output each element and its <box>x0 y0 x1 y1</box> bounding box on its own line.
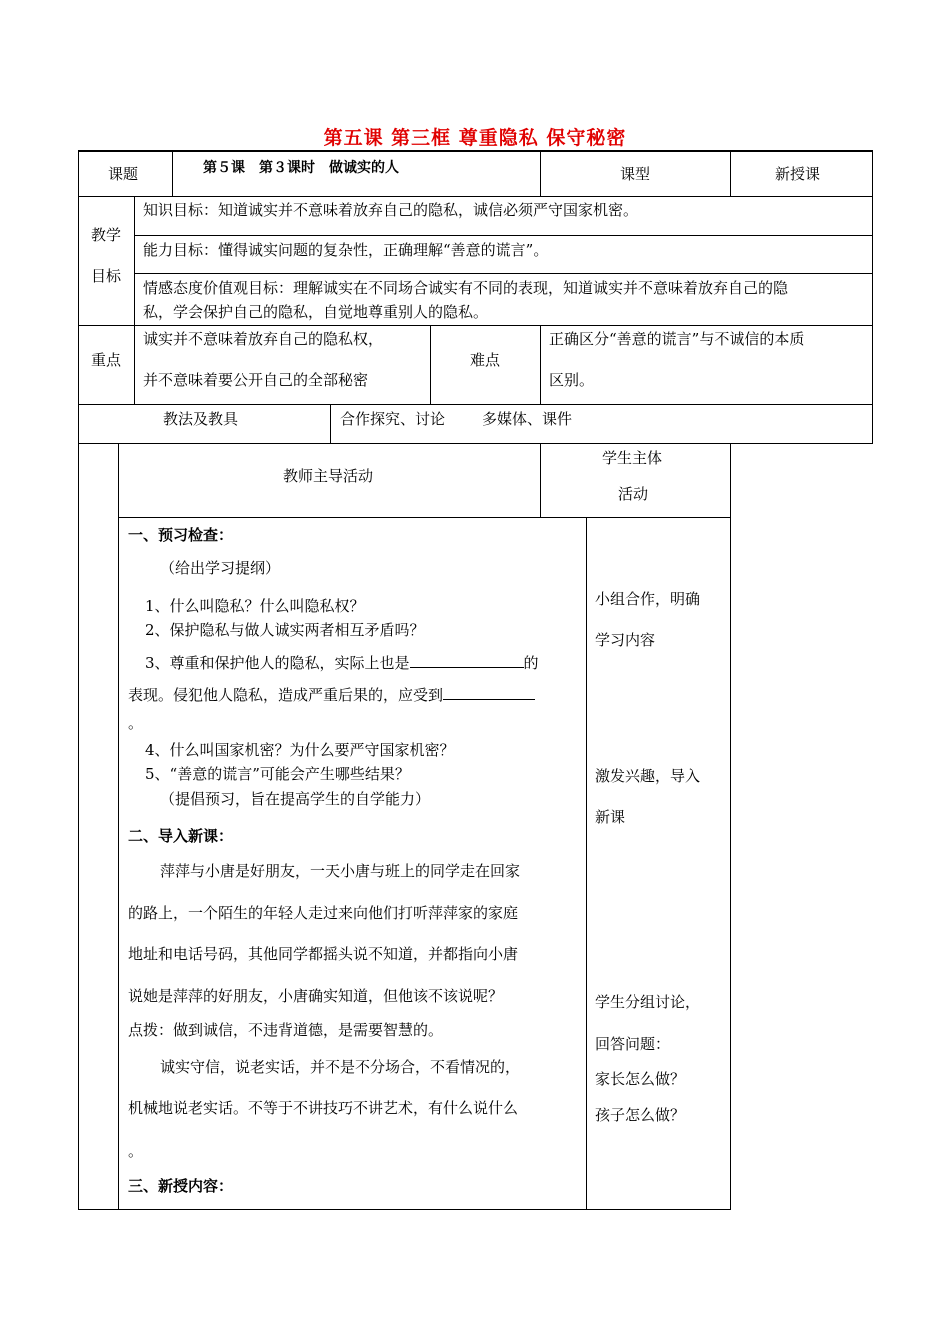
methods-value-2: 多媒体、课件 <box>482 410 573 428</box>
methods-label: 教法及教具 <box>163 410 239 428</box>
student-activity-3-line-1: 学生分组讨论， <box>595 993 701 1011</box>
objectives-label-1: 教学 <box>91 226 122 244</box>
type-value: 新授课 <box>775 165 821 183</box>
type-label: 课型 <box>620 165 651 183</box>
section-1-title: 一、预习检查： <box>128 526 234 544</box>
key-points-label: 重点 <box>91 351 122 369</box>
difficulty-text-2: 区别。 <box>549 371 595 389</box>
question-3-line-1: 3、尊重和保护他人的隐私，实际上也是 的 <box>145 654 539 672</box>
difficulty-text-1: 正确区分“善意的谎言”与不诚信的本质 <box>549 330 805 348</box>
fill-blank-1 <box>410 652 524 668</box>
topic-label: 课题 <box>108 165 139 183</box>
question-1: 1、什么叫隐私？什么叫隐私权？ <box>145 597 365 615</box>
story-line-4: 说她是萍萍的好朋友，小唐确实知道，但他该不该说呢？ <box>128 987 504 1005</box>
student-activity-1-line-2: 学习内容 <box>595 631 656 649</box>
honesty-line-2: 机械地说老实话。不等于不讲技巧不讲艺术，有什么说什么 <box>128 1099 519 1117</box>
outline-note: （给出学习提纲） <box>160 559 281 577</box>
story-line-3: 地址和电话号码，其他同学都摇头说不知道，并都指向小唐 <box>128 945 519 963</box>
honesty-line-3: 。 <box>128 1142 144 1160</box>
topic-value: 第５课 第３课时 做诚实的人 <box>203 160 399 176</box>
student-activity-header-1: 学生主体 <box>602 449 663 467</box>
honesty-line-1: 诚实守信，说老实话，并不是不分场合，不看情况的， <box>160 1058 521 1076</box>
student-activity-header-2: 活动 <box>618 485 649 503</box>
student-activity-2-line-1: 激发兴趣，导入 <box>595 767 701 785</box>
student-activity-3-line-4: 孩子怎么做？ <box>595 1106 686 1124</box>
teacher-activity-header: 教师主导活动 <box>283 467 374 485</box>
preview-note: （提倡预习，旨在提高学生的自学能力） <box>160 790 431 808</box>
knowledge-objective: 知识目标：知道诚实并不意味着放弃自己的隐私，诚信必须严守国家机密。 <box>143 201 639 219</box>
student-activity-3-line-2: 回答问题： <box>595 1035 671 1053</box>
story-line-2: 的路上，一个陌生的年轻人走过来向他们打听萍萍家的家庭 <box>128 904 519 922</box>
methods-value-1: 合作探究、讨论 <box>340 410 446 428</box>
story-line-1: 萍萍与小唐是好朋友，一天小唐与班上的同学走在回家 <box>160 862 521 880</box>
question-3-line-3: 。 <box>128 714 144 732</box>
key-points-text-1: 诚实并不意味着放弃自己的隐私权， <box>143 330 384 348</box>
student-activity-2-line-2: 新课 <box>595 808 626 826</box>
hint-line: 点拨：做到诚信，不违背道德，是需要智慧的。 <box>128 1021 444 1039</box>
fill-blank-2 <box>443 684 535 700</box>
student-activity-1-line-1: 小组合作，明确 <box>595 590 701 608</box>
objectives-label-2: 目标 <box>91 267 122 285</box>
page-title: 第五课 第三框 尊重隐私 保守秘密 <box>323 127 627 149</box>
difficulty-label: 难点 <box>470 351 501 369</box>
question-2: 2、保护隐私与做人诚实两者相互矛盾吗？ <box>145 621 425 639</box>
key-points-text-2: 并不意味着要公开自己的全部秘密 <box>143 371 369 389</box>
emotion-objective-line-2: 私，学会保护自己的隐私，自觉地尊重别人的隐私。 <box>143 303 489 321</box>
section-3-title: 三、新授内容： <box>128 1177 234 1195</box>
emotion-objective-line-1: 情感态度价值观目标：理解诚实在不同场合诚实有不同的表现，知道诚实并不意味着放弃自己的隐 <box>143 279 789 297</box>
student-activity-3-line-3: 家长怎么做？ <box>595 1070 686 1088</box>
question-3-line-2: 表现。侵犯他人隐私，造成严重后果的，应受到 <box>128 684 535 705</box>
question-5: 5、“善意的谎言”可能会产生哪些结果？ <box>145 765 410 783</box>
section-2-title: 二、导入新课： <box>128 827 234 845</box>
question-4: 4、什么叫国家机密？为什么要严守国家机密？ <box>145 741 455 759</box>
ability-objective: 能力目标：懂得诚实问题的复杂性，正确理解“善意的谎言”。 <box>143 241 549 259</box>
